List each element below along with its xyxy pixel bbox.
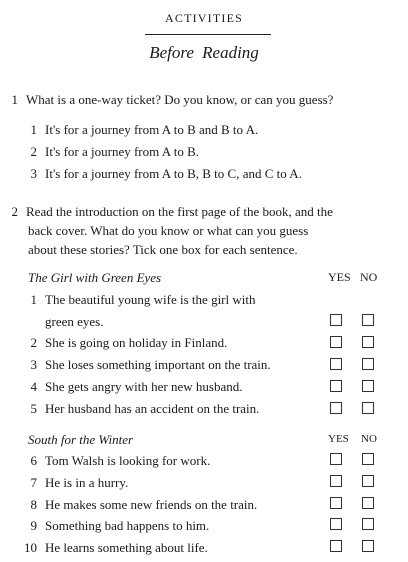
yes-checkbox[interactable] <box>330 518 342 530</box>
no-checkbox[interactable] <box>362 314 374 326</box>
statement-number: 10 <box>24 540 37 555</box>
statement-text: Something bad happens to him. <box>45 518 210 533</box>
statement-item <box>21 497 257 513</box>
story-title: South for the Winter <box>28 432 134 447</box>
statement-text: Her husband has an accident on the train. <box>45 401 260 416</box>
yes-checkbox[interactable] <box>330 336 342 348</box>
statement-number: 9 <box>30 518 37 533</box>
statement-item <box>21 518 209 534</box>
no-column-header: NO <box>360 270 378 284</box>
statement-number: 2 <box>30 335 37 350</box>
story-title: The Girl with Green Eyes <box>28 270 162 285</box>
statement-item <box>21 335 227 351</box>
no-checkbox[interactable] <box>362 402 374 414</box>
statement-item <box>21 357 271 373</box>
statement-text: He makes some new friends on the train. <box>45 497 258 512</box>
no-checkbox[interactable] <box>362 475 374 487</box>
yes-checkbox[interactable] <box>330 540 342 552</box>
option-text: It's for a journey from A to B, B to C, and C to A. <box>45 166 302 181</box>
option-text: It's for a journey from A to B. <box>45 144 199 159</box>
page-heading: ACTIVITIES <box>165 11 243 25</box>
question-text-line: about these stories? Tick one box for each sentence. <box>28 242 298 257</box>
statement-number: 1 <box>30 292 37 307</box>
yes-checkbox[interactable] <box>330 358 342 370</box>
statement-number: 4 <box>30 379 37 394</box>
statement-number: 7 <box>30 475 37 490</box>
no-checkbox[interactable] <box>362 336 374 348</box>
statement-text: He learns something about life. <box>45 540 208 555</box>
statement-number: 5 <box>30 401 37 416</box>
q1-option <box>21 122 258 138</box>
q1-option <box>21 166 302 182</box>
statement-item <box>21 292 255 308</box>
statement-number: 6 <box>30 453 37 468</box>
statement-text: She gets angry with her new husband. <box>45 379 243 394</box>
question-number: 1 <box>11 92 18 107</box>
question-text-line: Read the introduction on the first page of the book, and the <box>26 204 333 219</box>
yes-column-header: YES <box>328 433 349 445</box>
no-checkbox[interactable] <box>362 380 374 392</box>
no-checkbox[interactable] <box>362 497 374 509</box>
yes-checkbox[interactable] <box>330 314 342 326</box>
statement-text: The beautiful young wife is the girl with <box>45 292 256 307</box>
question-text: What is a one-way ticket? Do you know, or can you guess? <box>26 92 334 107</box>
yes-checkbox[interactable] <box>330 380 342 392</box>
statement-number: 3 <box>30 357 37 372</box>
yes-checkbox[interactable] <box>330 497 342 509</box>
statement-item <box>21 453 210 469</box>
section-subheading: Before Reading <box>149 43 259 62</box>
statement-item <box>21 475 128 491</box>
option-number: 1 <box>30 122 37 137</box>
no-checkbox[interactable] <box>362 518 374 530</box>
question-2 <box>10 203 333 221</box>
no-checkbox[interactable] <box>362 540 374 552</box>
statement-number: 8 <box>30 497 37 512</box>
question-number: 2 <box>11 204 18 219</box>
statement-item <box>21 379 243 395</box>
heading-divider <box>145 34 271 35</box>
statement-item <box>21 540 208 556</box>
option-number: 3 <box>30 166 37 181</box>
no-checkbox[interactable] <box>362 453 374 465</box>
statement-text: She is going on holiday in Finland. <box>45 335 228 350</box>
yes-column-header: YES <box>328 270 351 284</box>
question-1 <box>10 91 333 109</box>
q1-option <box>21 144 199 160</box>
yes-checkbox[interactable] <box>330 453 342 465</box>
question-text-line: back cover. What do you know or what can you guess <box>28 223 309 238</box>
yes-checkbox[interactable] <box>330 475 342 487</box>
option-number: 2 <box>30 144 37 159</box>
option-text: It's for a journey from A to B and B to A. <box>45 122 259 137</box>
statement-text: green eyes. <box>45 314 104 329</box>
statement-item <box>21 401 259 417</box>
yes-checkbox[interactable] <box>330 402 342 414</box>
statement-text: He is in a hurry. <box>45 475 129 490</box>
statement-text: She loses something important on the train. <box>45 357 271 372</box>
statement-text: Tom Walsh is looking for work. <box>45 453 211 468</box>
no-checkbox[interactable] <box>362 358 374 370</box>
no-column-header: NO <box>361 433 377 445</box>
